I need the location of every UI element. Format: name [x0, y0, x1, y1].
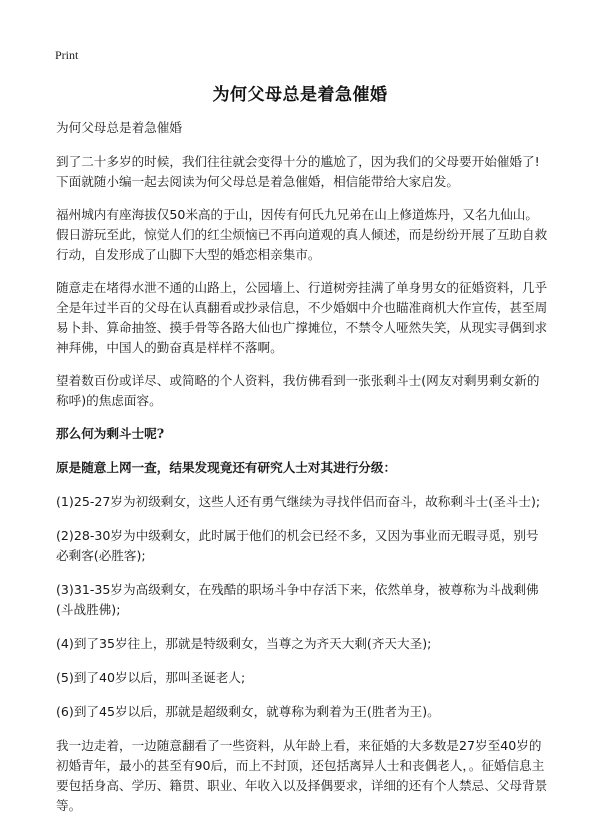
level-item-2: (2)28-30岁为中级剩女，此时属于他们的机会已经不多，又因为事业而无暇寻觅，别号必剩客(必胜客);: [56, 528, 539, 563]
article-subtitle: 为何父母总是着急催婚: [56, 120, 182, 135]
article-body: [56, 118, 548, 829]
section-question: 那么何为剩斗士呢?: [56, 426, 165, 441]
page-title: 为何父母总是着急催婚: [212, 85, 388, 105]
level-item-6: (6)到了45岁以后，那就是超级剩女，就尊称为剩着为王(胜者为王)。: [56, 704, 440, 719]
paragraph-closing: 我一边走着，一边随意翻看了一些资料，从年龄上看，来征婚的大多数是27岁至40岁的初婚青年，最小的甚至有90后，而上不封顶，还包括离异人士和丧偶老人，。征婚信息主要包括身高、学历、籍贯、职业、年收入以及择偶要求，详细的还有个人禁忌、父母背景等。: [56, 738, 548, 813]
section-intro: 原是随意上网一查，结果发现竟还有研究人士对其进行分级：: [56, 460, 397, 475]
level-item-4: (4)到了35岁往上，那就是特级剩女，当尊之为齐天大剩(齐天大圣);: [56, 636, 432, 651]
paragraph-fuzhou: 福州城内有座海拔仅50米高的于山，因传有何氏九兄弟在山上修道炼丹，又名九仙山。假日游玩至此，惊觉人们的红尘烦恼已不再向道观的真人倾述，而是纷纷开展了互助自救行动，自发形成了山脚下大型的婚恋相亲集市。: [56, 207, 548, 262]
paragraph-intro: 到了二十多岁的时候，我们往往就会变得十分的尴尬了，因为我们的父母要开始催婚了!下面就随小编一起去阅读为何父母总是着急催婚，相信能带给大家启发。: [56, 154, 540, 189]
paragraph-mountain-road: 随意走在堵得水泄不通的山路上，公园墙上、行道树旁挂满了单身男女的征婚资料，几乎全是年过半百的父母在认真翻看或抄录信息，不少婚姻中介也瞄准商机大作宣传，甚至周易卜卦、算命抽签、摸手骨等各路大仙也广撑摊位，不禁令人哑然失笑，从现实寻偶到求神拜佛，中国人的勤奋真是样样不落啊。: [56, 280, 548, 355]
level-item-5: (5)到了40岁以后，那叫圣诞老人;: [56, 670, 246, 685]
level-item-1: (1)25-27岁为初级剩女，这些人还有勇气继续为寻找伴侣而奋斗，故称剩斗士(圣斗士);: [56, 494, 541, 509]
print-label[interactable]: Print: [55, 48, 79, 62]
level-item-3: (3)31-35岁为高级剩女，在残酷的职场斗争中存活下来，依然单身，被尊称为斗战剩佛(斗战胜佛);: [56, 582, 539, 617]
paragraph-profiles: 望着数百份或详尽、或简略的个人资料，我仿佛看到一张张剩斗士(网友对剩男剩女新的称呼)的焦虑面容。: [56, 373, 540, 408]
